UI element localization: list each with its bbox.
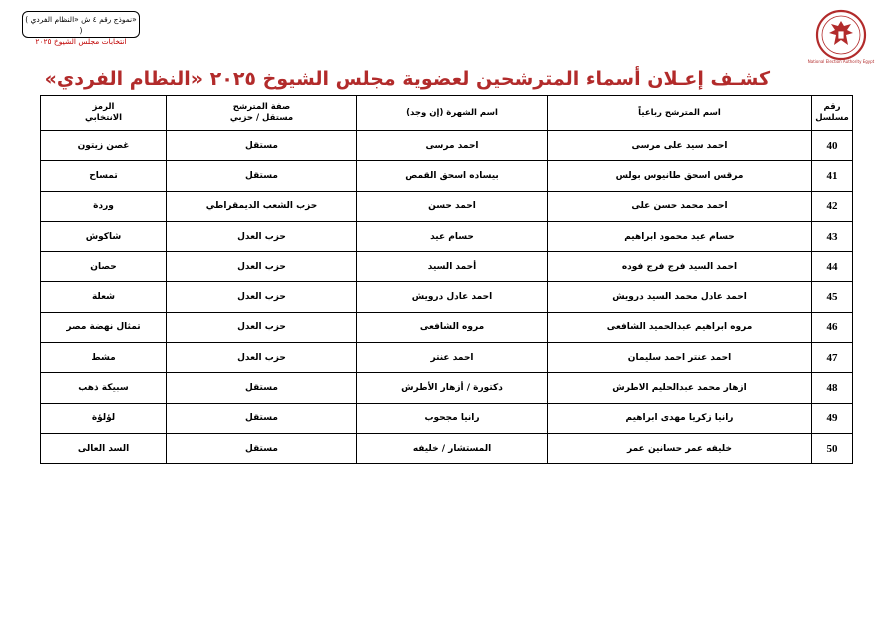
symbol-cell: تمساح — [41, 161, 167, 191]
nickname-cell: احمد مرسى — [357, 131, 548, 161]
form-number-line1: ( نموذج رقم ٤ ش «النظام الفردي» ) — [25, 15, 137, 35]
eagle-emblem-icon — [807, 9, 875, 65]
symbol-cell: حصان — [41, 252, 167, 282]
candidate-name-cell: مروه ابراهيم عبدالحميد الشافعى — [548, 312, 812, 342]
nickname-cell: احمد حسن — [357, 191, 548, 221]
symbol-cell: تمثال نهضة مصر — [41, 312, 167, 342]
serial-cell: 44 — [812, 252, 853, 282]
table-row — [41, 282, 853, 312]
symbol-cell: مشط — [41, 343, 167, 373]
header-nickname: اسم الشهرة (إن وجد) — [357, 96, 548, 131]
nickname-cell: حسام عيد — [357, 221, 548, 251]
serial-cell: 43 — [812, 221, 853, 251]
header-capacity: صفة المترشح مستقل / حزبي — [167, 96, 357, 131]
nickname-cell: رانيا مجحوب — [357, 403, 548, 433]
capacity-cell: مستقل — [167, 131, 357, 161]
symbol-cell: سبيكة ذهب — [41, 373, 167, 403]
serial-cell: 46 — [812, 312, 853, 342]
serial-cell: 42 — [812, 191, 853, 221]
candidate-name-cell: مرقس اسحق طانيوس بولس — [548, 161, 812, 191]
table-row — [41, 433, 853, 463]
table-row — [41, 131, 853, 161]
form-number-label — [22, 11, 140, 46]
table-row — [41, 373, 853, 403]
symbol-cell: وردة — [41, 191, 167, 221]
serial-cell: 40 — [812, 131, 853, 161]
nickname-cell: احمد عنتر — [357, 343, 548, 373]
capacity-cell: مستقل — [167, 373, 357, 403]
nickname-cell: بيساده اسحق القمص — [357, 161, 548, 191]
candidate-name-cell: احمد السيد فرج فرج فوده — [548, 252, 812, 282]
serial-cell: 48 — [812, 373, 853, 403]
serial-cell: 47 — [812, 343, 853, 373]
symbol-cell: السد العالى — [41, 433, 167, 463]
candidate-name-cell: احمد عنتر احمد سليمان — [548, 343, 812, 373]
candidate-name-cell: خليفه عمر حسانين عمر — [548, 433, 812, 463]
table-row — [41, 161, 853, 191]
header-symbol: الرمز الانتخابي — [41, 96, 167, 131]
capacity-cell: حزب العدل — [167, 221, 357, 251]
candidates-table — [40, 95, 853, 464]
table-row — [41, 403, 853, 433]
serial-cell: 49 — [812, 403, 853, 433]
table-row — [41, 191, 853, 221]
serial-cell: 41 — [812, 161, 853, 191]
capacity-cell: حزب العدل — [167, 312, 357, 342]
table-row — [41, 312, 853, 342]
form-number-line2: انتخابات مجلس الشيوخ ٢٠٢٥ — [35, 37, 127, 46]
emblem-caption: National Election Authority Egypt — [807, 59, 875, 64]
capacity-cell: مستقل — [167, 403, 357, 433]
symbol-cell: لؤلؤة — [41, 403, 167, 433]
capacity-cell: مستقل — [167, 433, 357, 463]
serial-cell: 50 — [812, 433, 853, 463]
table-row — [41, 252, 853, 282]
capacity-cell: حزب العدل — [167, 252, 357, 282]
candidate-name-cell: ازهار محمد عبدالحليم الاطرش — [548, 373, 812, 403]
nickname-cell: دكتورة / أزهار الأطرش — [357, 373, 548, 403]
candidate-name-cell: احمد محمد حسن على — [548, 191, 812, 221]
capacity-cell: حزب العدل — [167, 343, 357, 373]
table-row — [41, 343, 853, 373]
candidate-name-cell: احمد سيد على مرسى — [548, 131, 812, 161]
capacity-cell: حزب العدل — [167, 282, 357, 312]
capacity-cell: حزب الشعب الديمقراطي — [167, 191, 357, 221]
header-serial: رقم مسلسل — [812, 96, 853, 131]
table-header-row — [41, 96, 853, 131]
candidate-name-cell: احمد عادل محمد السيد درويش — [548, 282, 812, 312]
symbol-cell: غصن زيتون — [41, 131, 167, 161]
capacity-cell: مستقل — [167, 161, 357, 191]
page-title: كشـف إعـلان أسماء المترشحين لعضوية مجلس الشيوخ ٢٠٢٥ «النظام الفردي» — [44, 68, 770, 90]
nickname-cell: المستشار / خليفه — [357, 433, 548, 463]
candidate-name-cell: حسام عيد محمود ابراهيم — [548, 221, 812, 251]
header-candidate-name: اسم المترشح رباعياً — [548, 96, 812, 131]
candidate-name-cell: رانيا زكريا مهدى ابراهيم — [548, 403, 812, 433]
nickname-cell: مروه الشافعى — [357, 312, 548, 342]
nickname-cell: أحمد السيد — [357, 252, 548, 282]
symbol-cell: شعلة — [41, 282, 167, 312]
symbol-cell: شاكوش — [41, 221, 167, 251]
nickname-cell: احمد عادل درويش — [357, 282, 548, 312]
table-row — [41, 221, 853, 251]
serial-cell: 45 — [812, 282, 853, 312]
